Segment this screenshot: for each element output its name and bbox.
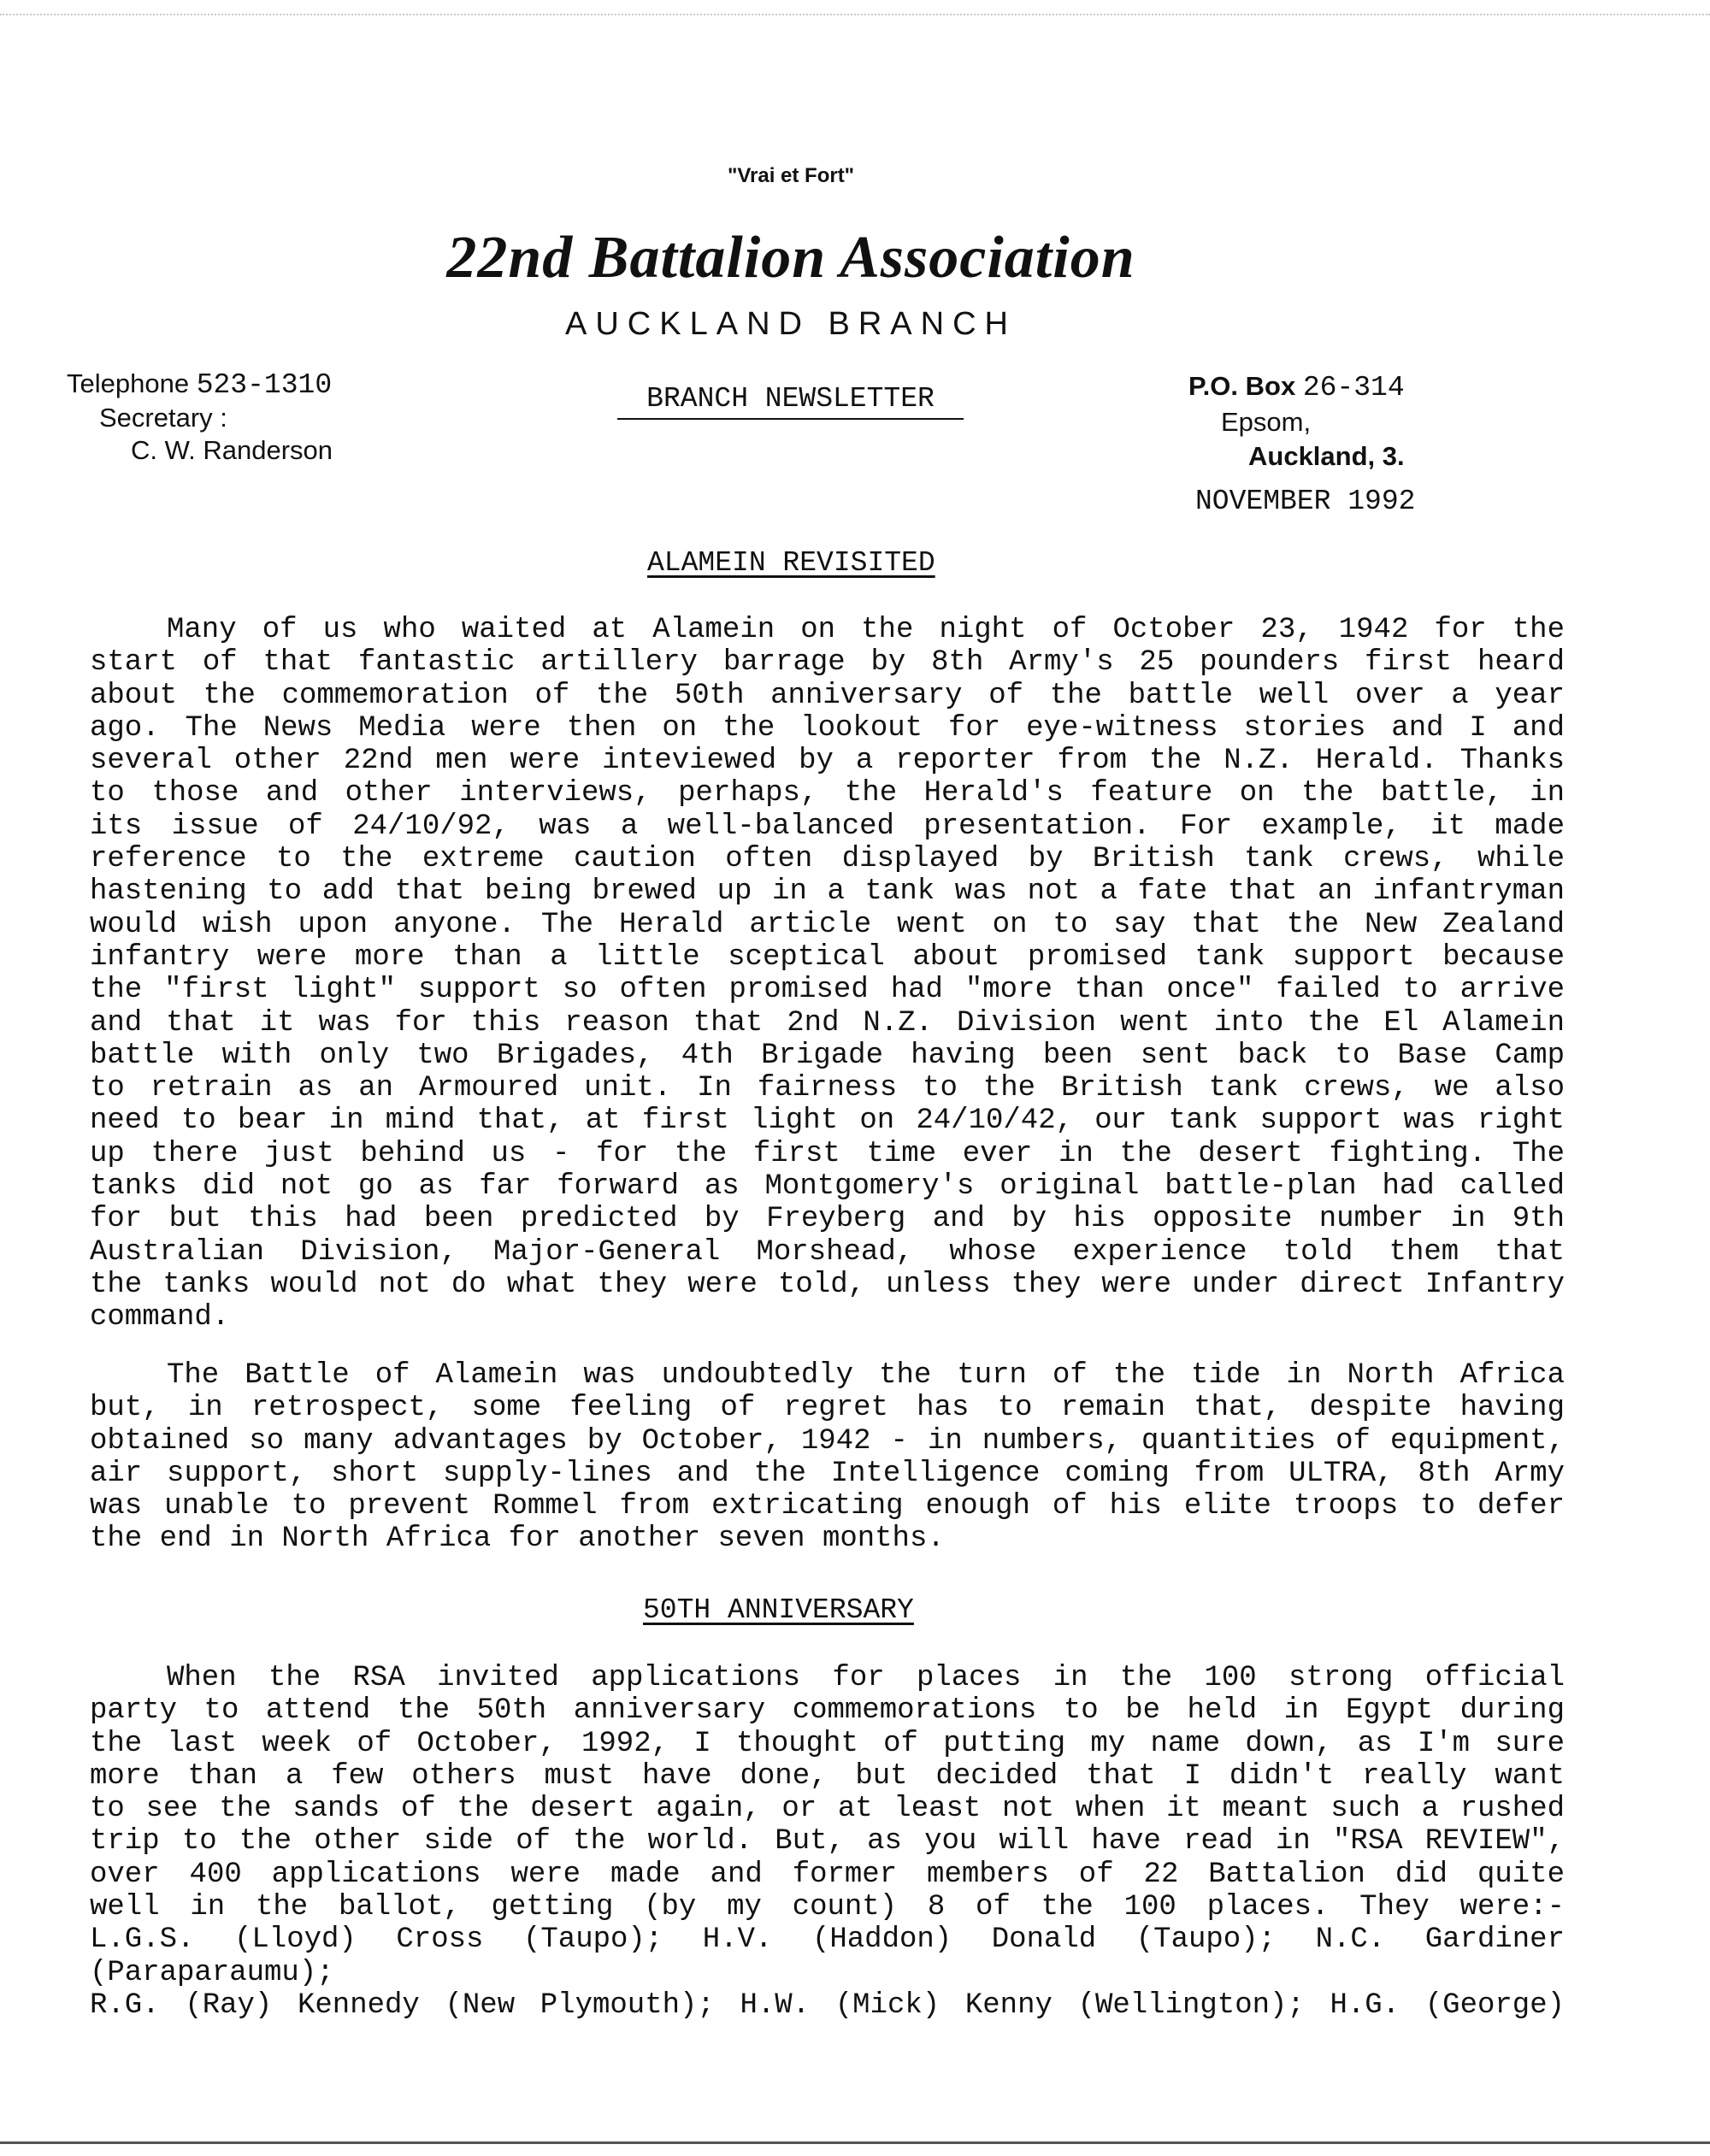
telephone-number: 523-1310	[196, 369, 333, 401]
text-line: hastening to add that being brewed up in a tank was not a fate that an infantryman	[90, 875, 1565, 909]
scan-top-edge	[0, 14, 1710, 15]
text-line: Many of us who waited at Alamein on the night of October 23, 1942 for the	[167, 614, 1565, 646]
text-line: The Battle of Alamein was undoubtedly the turn of the tide in North Africa	[167, 1359, 1565, 1392]
text-line: about the commemoration of the 50th anniversary of the battle well over a year	[90, 679, 1565, 712]
text-line: the "first light" support so often promised had "more than once" failed to arrive	[90, 974, 1565, 1007]
telephone-line	[67, 368, 333, 402]
po-box-number: 26-314	[1302, 372, 1405, 404]
scan-bottom-edge	[0, 2141, 1710, 2144]
text-line: the end in North Africa for another seven months.	[90, 1523, 945, 1556]
text-line: the tanks would not do what they were told, unless they were under direct Infantry	[90, 1268, 1565, 1301]
text-line: infantry were more than a little sceptical about promised tank support because	[90, 940, 1565, 974]
paragraph-alamein-1	[90, 614, 1565, 1334]
section-heading-anniversary: 50TH ANNIVERSARY	[643, 1594, 914, 1626]
contact-right	[1188, 369, 1405, 474]
text-line: its issue of 24/10/92, was a well-balanced presentation. For example, it made	[90, 810, 1565, 843]
text-line: to retrain as an Armoured unit. In fairness to the British tank crews, we also	[90, 1072, 1565, 1105]
text-line: battle with only two Brigades, 4th Brigade having been sent back to Base Camp	[90, 1039, 1565, 1072]
text-line: When the RSA invited applications for places in the 100 strong official	[167, 1662, 1565, 1694]
text-line: over 400 applications were made and former members of 22 Battalion did quite	[90, 1858, 1565, 1891]
text-line: tanks did not go as far forward as Montgomery's original battle-plan had called	[90, 1170, 1565, 1204]
text-line: up there just behind us - for the first time ever in the desert fighting. The	[90, 1137, 1565, 1170]
text-line: would wish upon anyone. The Herald article went on to say that the New Zealand	[90, 908, 1565, 941]
text-line: L.G.S. (Lloyd) Cross (Taupo); H.V. (Haddon) Donald (Taupo); N.C. Gardiner (Paraparaumu);	[90, 1923, 1565, 1989]
secretary-name: C. W. Randerson	[131, 435, 333, 465]
section-heading-alamein: ALAMEIN REVISITED	[647, 547, 935, 579]
city: Auckland, 3.	[1248, 441, 1405, 471]
text-line: for but this had been predicted by Freyberg and by his opposite number in 9th	[90, 1203, 1565, 1236]
telephone-label: Telephone	[67, 368, 190, 398]
text-line: trip to the other side of the world. But, as you will have read in "RSA REVIEW",	[90, 1825, 1565, 1859]
po-box-label: P.O. Box	[1188, 371, 1296, 401]
text-line: Australian Division, Major-General Morshead, whose experience told them that	[90, 1235, 1565, 1269]
text-line: to see the sands of the desert again, or at least not when it meant such a rushed	[90, 1793, 1565, 1826]
text-line: command.	[90, 1301, 230, 1334]
po-box-line	[1188, 369, 1405, 405]
text-line: more than a few others must have done, but decided that I didn't really want	[90, 1759, 1565, 1793]
text-line: several other 22nd men were inteviewed by a reporter from the N.Z. Herald. Thanks	[90, 745, 1565, 778]
text-line: ago. The News Media were then on the lookout for eye-witness stories and I and	[90, 711, 1565, 745]
organization-title: 22nd Battalion Association	[446, 225, 1135, 291]
text-line: and that it was for this reason that 2nd N.Z. Division went into the El Alamein	[90, 1006, 1565, 1040]
issue-date: NOVEMBER 1992	[1195, 486, 1416, 517]
text-line: the last week of October, 1992, I thought of putting my name down, as I'm sure	[90, 1727, 1565, 1760]
text-line: start of that fantastic artillery barrage by 8th Army's 25 pounders first heard	[90, 646, 1565, 680]
newsletter-title: BRANCH NEWSLETTER	[617, 383, 964, 420]
text-line: R.G. (Ray) Kennedy (New Plymouth); H.W. (Mick) Kenny (Wellington); H.G. (George)	[90, 1988, 1565, 2022]
text-line: but, in retrospect, some feeling of regret has to remain that, despite having	[90, 1392, 1565, 1425]
paragraph-alamein-2	[90, 1359, 1565, 1556]
text-line: air support, short supply-lines and the Intelligence coming from ULTRA, 8th Army	[90, 1457, 1565, 1490]
text-line: to those and other interviews, perhaps, the Herald's feature on the battle, in	[90, 777, 1565, 810]
text-line: party to attend the 50th anniversary commemorations to be held in Egypt during	[90, 1694, 1565, 1728]
suburb: Epsom,	[1221, 407, 1312, 437]
text-line: need to bear in mind that, at first light on 24/10/42, our tank support was right	[90, 1105, 1565, 1138]
secretary-label: Secretary :	[99, 403, 227, 433]
contact-left	[67, 368, 333, 467]
text-line: reference to the extreme caution often displayed by British tank crews, while	[90, 843, 1565, 876]
paragraph-anniversary-1	[90, 1662, 1565, 2022]
text-line: obtained so many advantages by October, 1942 - in numbers, quantities of equipment,	[90, 1424, 1565, 1458]
motto: "Vrai et Fort"	[727, 164, 855, 187]
text-line: was unable to prevent Rommel from extricating enough of his elite troops to defer	[90, 1490, 1565, 1523]
branch-name: AUCKLAND BRANCH	[565, 306, 1017, 342]
text-line: well in the ballot, getting (by my count) 8 of the 100 places. They were:-	[90, 1891, 1565, 1924]
